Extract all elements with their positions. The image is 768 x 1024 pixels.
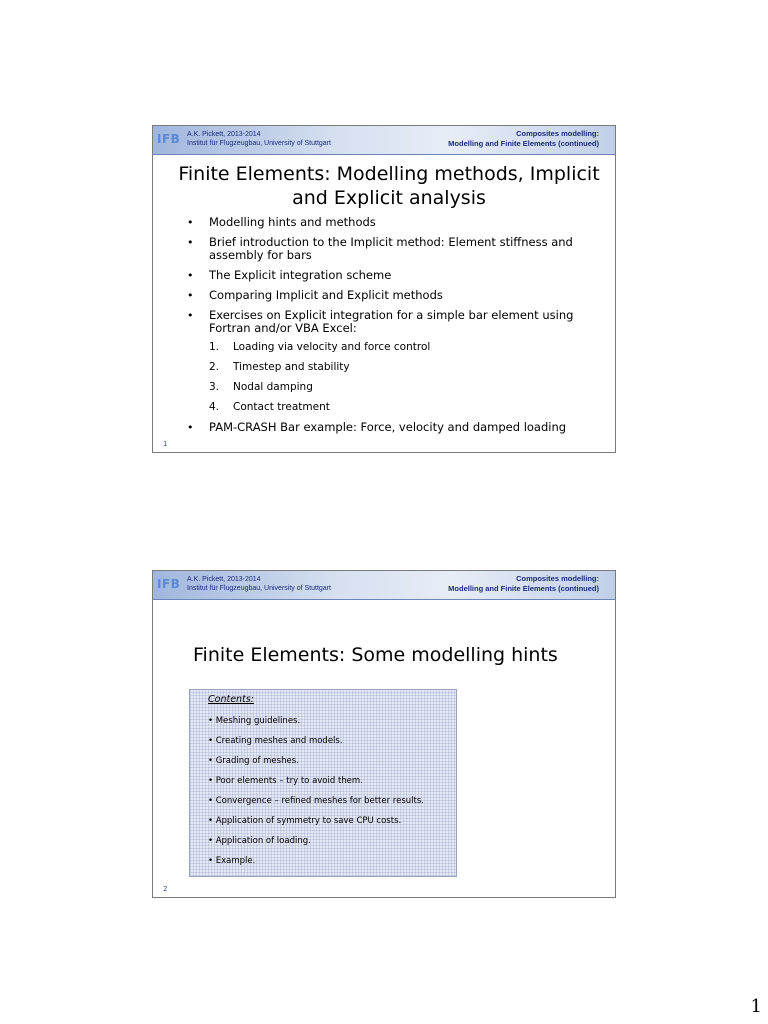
- bullet-text: The Explicit integration scheme: [209, 268, 392, 282]
- bullet-list: [185, 216, 585, 441]
- bullet-text: Exercises on Explicit integration for a simple bar element using Fortran and/or VBA Excel:: [209, 308, 574, 335]
- author-name: A.K. Pickett, 2013-2014: [187, 131, 261, 138]
- ifb-logo: IFB: [157, 132, 181, 146]
- course-title: Composites modelling:: [516, 129, 599, 138]
- bullet-item: [185, 421, 585, 434]
- slide-header: [153, 126, 615, 155]
- bullet-dot: •: [187, 309, 194, 322]
- bullet-item: [185, 269, 585, 282]
- contents-item: • Meshing guidelines.: [208, 716, 301, 726]
- bullet-item: [185, 309, 585, 414]
- slide-2: [152, 570, 616, 898]
- slide-title: Finite Elements: Some modelling hints: [193, 644, 558, 666]
- contents-item: • Application of symmetry to save CPU costs.: [208, 816, 402, 826]
- author-info: [187, 130, 331, 148]
- bullet-text: Modelling hints and methods: [209, 215, 376, 229]
- sublist-item: [209, 341, 585, 354]
- bullet-dot: •: [187, 421, 194, 434]
- bullet-item: [185, 289, 585, 302]
- slide-title-line-2: and Explicit analysis: [292, 187, 486, 209]
- sublist-text: Nodal damping: [233, 381, 313, 393]
- course-info: [448, 574, 599, 593]
- bullet-dot: •: [187, 216, 194, 229]
- sublist-number: 3.: [209, 381, 220, 393]
- bullet-text: Comparing Implicit and Explicit methods: [209, 288, 443, 302]
- document-page-number: 1: [750, 996, 762, 1017]
- course-subtitle: Modelling and Finite Elements (continued): [448, 138, 599, 148]
- contents-item: • Example.: [208, 856, 256, 866]
- institute-name: Institut für Flugzeugbau, University of Stuttgart: [187, 585, 331, 592]
- sublist-text: Contact treatment: [233, 401, 330, 413]
- contents-heading: Contents:: [208, 694, 254, 705]
- sublist-text: Timestep and stability: [233, 361, 350, 373]
- contents-item: • Application of loading.: [208, 836, 311, 846]
- slide-title-line-1: Finite Elements: Modelling methods, Implicit: [178, 163, 600, 185]
- bullet-dot: •: [187, 236, 194, 249]
- author-info: [187, 575, 331, 593]
- author-name: A.K. Pickett, 2013-2014: [187, 576, 261, 583]
- course-info: [448, 129, 599, 148]
- numbered-sublist: [209, 341, 585, 414]
- course-subtitle: Modelling and Finite Elements (continued): [448, 583, 599, 593]
- contents-item: • Poor elements – try to avoid them.: [208, 776, 363, 786]
- bullet-dot: •: [187, 269, 194, 282]
- contents-box: [189, 689, 457, 877]
- bullet-dot: •: [187, 289, 194, 302]
- bullet-item: [185, 216, 585, 229]
- sublist-item: [209, 361, 585, 374]
- bullet-item: [185, 236, 585, 262]
- bullet-text: Brief introduction to the Implicit method: Element stiffness and assembly for bars: [209, 235, 573, 262]
- sublist-number: 1.: [209, 341, 220, 353]
- contents-item: • Grading of meshes.: [208, 756, 299, 766]
- sublist-number: 2.: [209, 361, 220, 373]
- bullet-text: PAM-CRASH Bar example: Force, velocity and damped loading: [209, 420, 567, 434]
- slide-page-number: 2: [163, 885, 168, 893]
- contents-item: • Convergence – refined meshes for better results.: [208, 796, 424, 806]
- sublist-item: [209, 381, 585, 394]
- slide-page-number: 1: [163, 440, 168, 448]
- course-title: Composites modelling:: [516, 574, 599, 583]
- institute-name: Institut für Flugzeugbau, University of Stuttgart: [187, 140, 331, 147]
- sublist-number: 4.: [209, 401, 220, 413]
- ifb-logo: IFB: [157, 577, 181, 591]
- slide-title: [153, 162, 615, 210]
- contents-item: • Creating meshes and models.: [208, 736, 343, 746]
- sublist-item: [209, 401, 585, 414]
- sublist-text: Loading via velocity and force control: [233, 341, 431, 353]
- slide-1: [152, 125, 616, 453]
- slide-header: [153, 571, 615, 600]
- contents-list: [208, 716, 424, 876]
